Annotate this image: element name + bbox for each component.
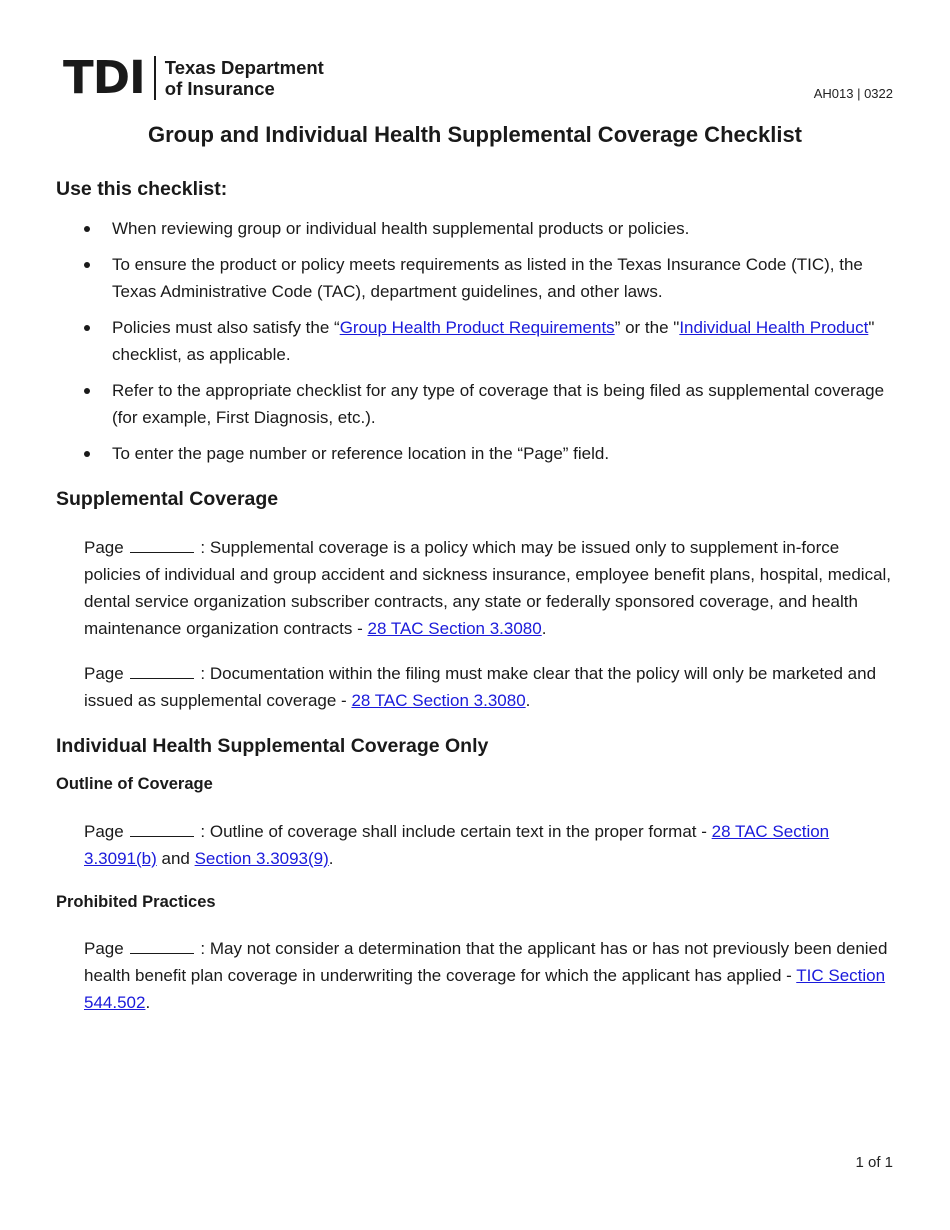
supplemental-documentation-item: Page : Documentation within the filing must make clear that the policy will only be marketed and issued as supplemental coverage - 28 TAC Section 3.3080.: [84, 660, 899, 714]
page-label: Page: [84, 664, 124, 683]
outline-of-coverage-item: Page : Outline of coverage shall include certain text in the proper format - 28 TAC Section 3.3091(b) and Section 3.3093(9).: [84, 818, 899, 872]
list-item: Refer to the appropriate checklist for any type of coverage that is being filed as supplemental coverage (for example, First Diagnosis, etc.).: [84, 377, 899, 431]
outline-of-coverage-heading: Outline of Coverage: [56, 775, 213, 793]
page-label: Page: [84, 538, 124, 557]
supplemental-coverage-heading: Supplemental Coverage: [56, 488, 279, 510]
tdi-logo: [63, 51, 324, 104]
page-label: Page: [84, 822, 124, 841]
checklist-usage-list: [84, 215, 899, 476]
form-code: AH013 | 0322: [813, 86, 893, 101]
agency-name-line1: Texas Department: [164, 57, 324, 78]
document-title: Group and Individual Health Supplemental Coverage Checklist: [147, 122, 803, 147]
group-health-requirements-link[interactable]: Group Health Product Requirements: [339, 318, 615, 337]
tic-544-502-link[interactable]: TIC Section 544.502: [84, 966, 886, 1012]
individual-health-product-link[interactable]: Individual Health Product: [679, 318, 869, 337]
logo-mark: TDI: [63, 51, 145, 104]
page-number-field[interactable]: [130, 819, 194, 837]
agency-name: [165, 57, 324, 99]
tac-3-3080-link[interactable]: 28 TAC Section 3.3080: [351, 691, 526, 710]
page-number-field[interactable]: [130, 936, 194, 954]
page-label: Page: [84, 939, 124, 958]
page-number-field[interactable]: [130, 535, 194, 553]
logo-divider: [154, 56, 156, 100]
page-number-field[interactable]: [130, 661, 194, 679]
use-checklist-heading: Use this checklist:: [56, 178, 228, 200]
list-item: Policies must also satisfy the “Group Health Product Requirements” or the "Individual Health Product" checklist, as applicable.: [84, 314, 899, 368]
individual-supplemental-heading: Individual Health Supplemental Coverage Only: [56, 735, 489, 757]
list-item: When reviewing group or individual health supplemental products or policies.: [84, 215, 899, 242]
list-item: To ensure the product or policy meets requirements as listed in the Texas Insurance Code (TIC), the Texas Administrative Code (TAC), department guidelines, and other laws.: [84, 251, 899, 305]
prohibited-practices-item: Page : May not consider a determination that the applicant has or has not previously been denied health benefit plan coverage in underwriting the coverage for which the applicant has applied - TIC Section 544.502.: [84, 935, 899, 1016]
tac-3-3080-link[interactable]: 28 TAC Section 3.3080: [367, 619, 542, 638]
section-3-3093-9-link[interactable]: Section 3.3093(9): [194, 849, 329, 868]
page-count: 1 of 1: [855, 1154, 893, 1171]
tac-3-3091b-link[interactable]: 28 TAC Section 3.3091(b): [84, 822, 830, 868]
list-item: To enter the page number or reference location in the “Page” field.: [84, 440, 899, 467]
prohibited-practices-heading: Prohibited Practices: [56, 893, 216, 911]
supplemental-definition-item: Page : Supplemental coverage is a policy which may be issued only to supplement in-force policies of individual and group accident and sickness insurance, employee benefit plans, hospital, medical, dental service organization subscriber contracts, any state or federally sponsored coverage, and health maintenance organization contracts - 28 TAC Section 3.3080.: [84, 534, 899, 642]
agency-name-line2: of Insurance: [164, 78, 275, 99]
